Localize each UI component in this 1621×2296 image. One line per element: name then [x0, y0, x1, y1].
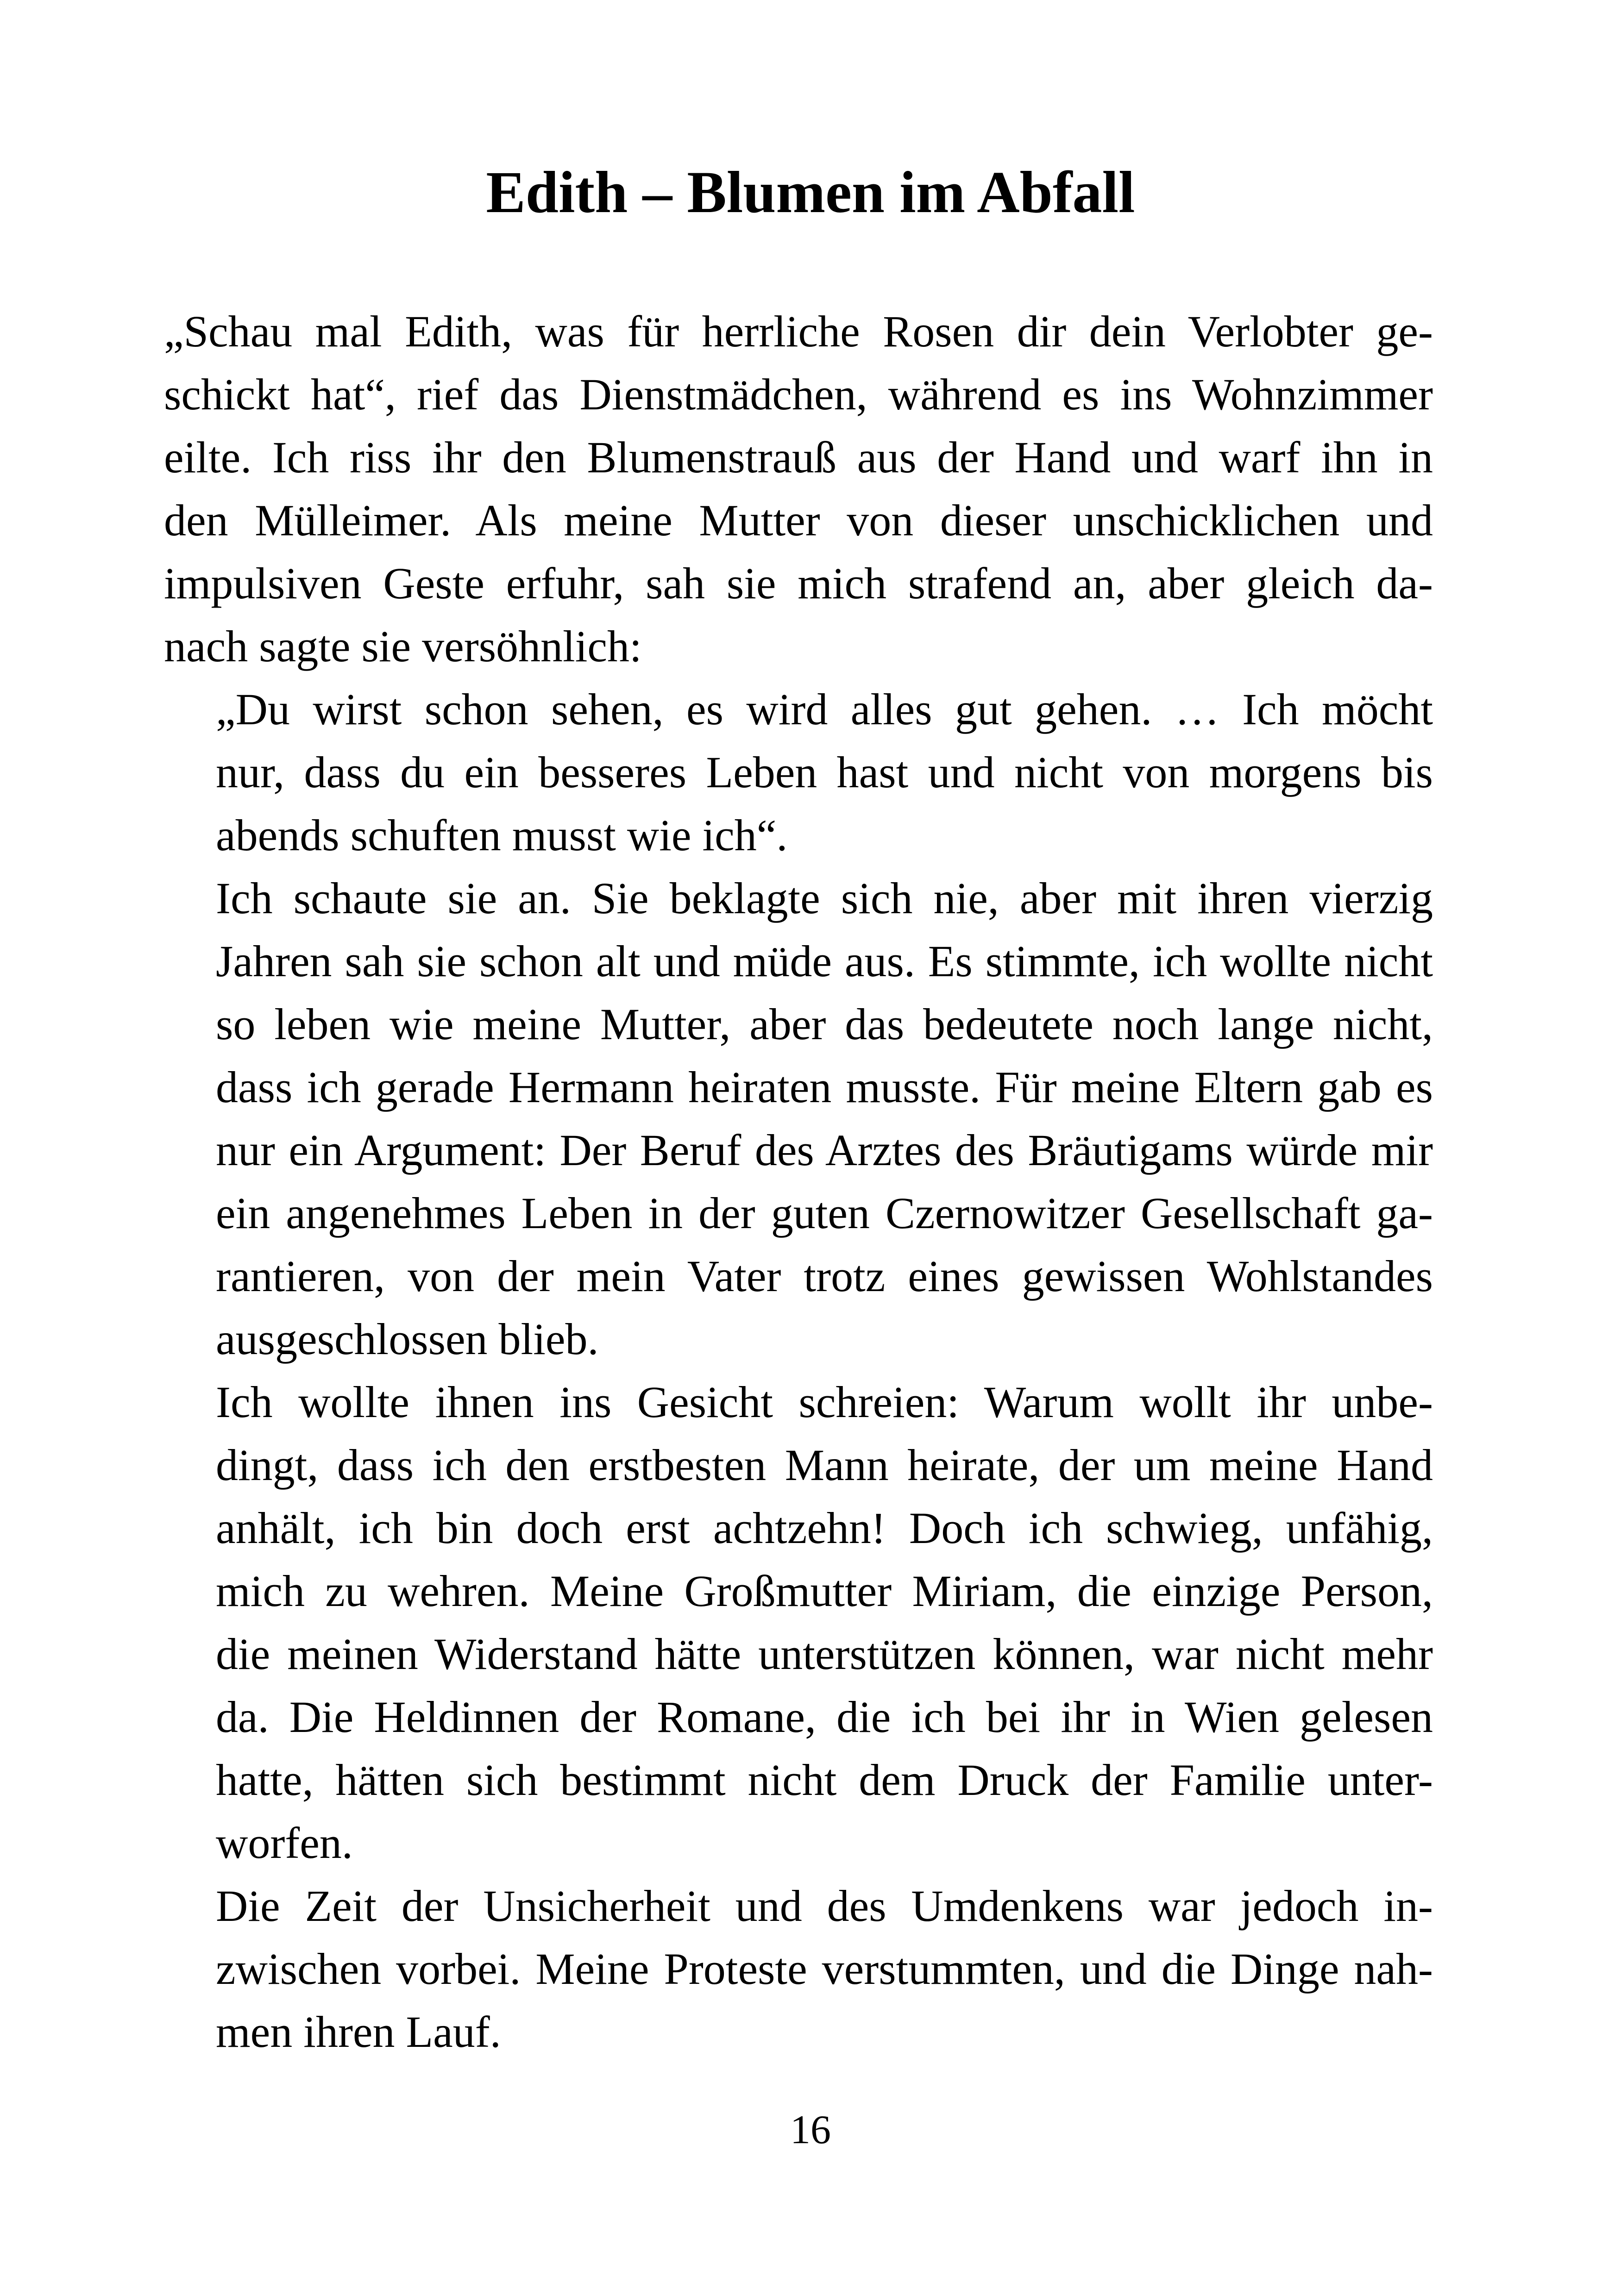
text-line: Ich schaute sie an. Sie beklagte sich nie, aber mit ihren vierzig: [216, 873, 1433, 923]
text-line: Ich wollte ihnen ins Gesicht schreien: Warum wollt ihr unbe-: [216, 1377, 1433, 1427]
text-line: zwischen vorbei. Meine Proteste verstummten, und die Dinge nah-: [216, 1944, 1433, 1994]
text-line: die meinen Widerstand hätte unterstützen können, war nicht mehr: [216, 1629, 1433, 1679]
text-line: eilte. Ich riss ihr den Blumenstrauß aus der Hand und warf ihn in: [164, 433, 1433, 482]
text-line: nur, dass du ein besseres Leben hast und nicht von morgens bis: [216, 747, 1433, 797]
text-line: mich zu wehren. Meine Großmutter Miriam, die einzige Person,: [216, 1566, 1433, 1616]
text-line: hatte, hätten sich bestimmt nicht dem Druck der Familie unter-: [216, 1755, 1433, 1805]
text-line: worfen.: [216, 1818, 353, 1868]
text-line: so leben wie meine Mutter, aber das bedeutete noch lange nicht,: [216, 999, 1433, 1049]
paragraph: [164, 678, 1433, 867]
text-line: schickt hat“, rief das Dienstmädchen, während es ins Wohnzimmer: [164, 370, 1433, 419]
text-line: nur ein Argument: Der Beruf des Arztes des Bräutigams würde mir: [216, 1125, 1433, 1175]
text-line: ein angenehmes Leben in der guten Czernowitzer Gesellschaft ga-: [216, 1188, 1433, 1238]
text-line: den Mülleimer. Als meine Mutter von dieser unschicklichen und: [164, 496, 1433, 545]
page-number: 16: [790, 2108, 831, 2152]
text-line: „Schau mal Edith, was für herrliche Rosen dir dein Verlobter ge-: [164, 307, 1433, 356]
text-line: rantieren, von der mein Vater trotz eines gewissen Wohlstandes: [216, 1251, 1433, 1301]
text-line: Jahren sah sie schon alt und müde aus. Es stimmte, ich wollte nicht: [216, 936, 1433, 986]
text-line: abends schuften musst wie ich“.: [216, 810, 788, 860]
text-line: dass ich gerade Hermann heiraten musste. Für meine Eltern gab es: [216, 1062, 1433, 1112]
paragraph: [164, 1875, 1433, 2064]
text-line: men ihren Lauf.: [216, 2007, 501, 2057]
paragraph: [164, 300, 1433, 678]
chapter-title: Edith – Blumen im Abfall: [486, 159, 1135, 225]
text-line: Die Zeit der Unsicherheit und des Umdenkens war jedoch in-: [216, 1881, 1433, 1931]
text-line: da. Die Heldinnen der Romane, die ich bei ihr in Wien gelesen: [216, 1692, 1433, 1742]
paragraph: [164, 867, 1433, 1371]
chapter-body: [164, 300, 1433, 2064]
text-line: nach sagte sie versöhnlich:: [164, 621, 642, 671]
paragraph: [164, 1371, 1433, 1875]
text-line: impulsiven Geste erfuhr, sah sie mich strafend an, aber gleich da-: [164, 558, 1433, 608]
text-line: „Du wirst schon sehen, es wird alles gut gehen. … Ich möcht: [216, 684, 1433, 734]
text-line: dingt, dass ich den erstbesten Mann heirate, der um meine Hand: [216, 1440, 1433, 1490]
text-line: anhält, ich bin doch erst achtzehn! Doch ich schwieg, unfähig,: [216, 1503, 1433, 1553]
text-line: ausgeschlossen blieb.: [216, 1314, 599, 1364]
